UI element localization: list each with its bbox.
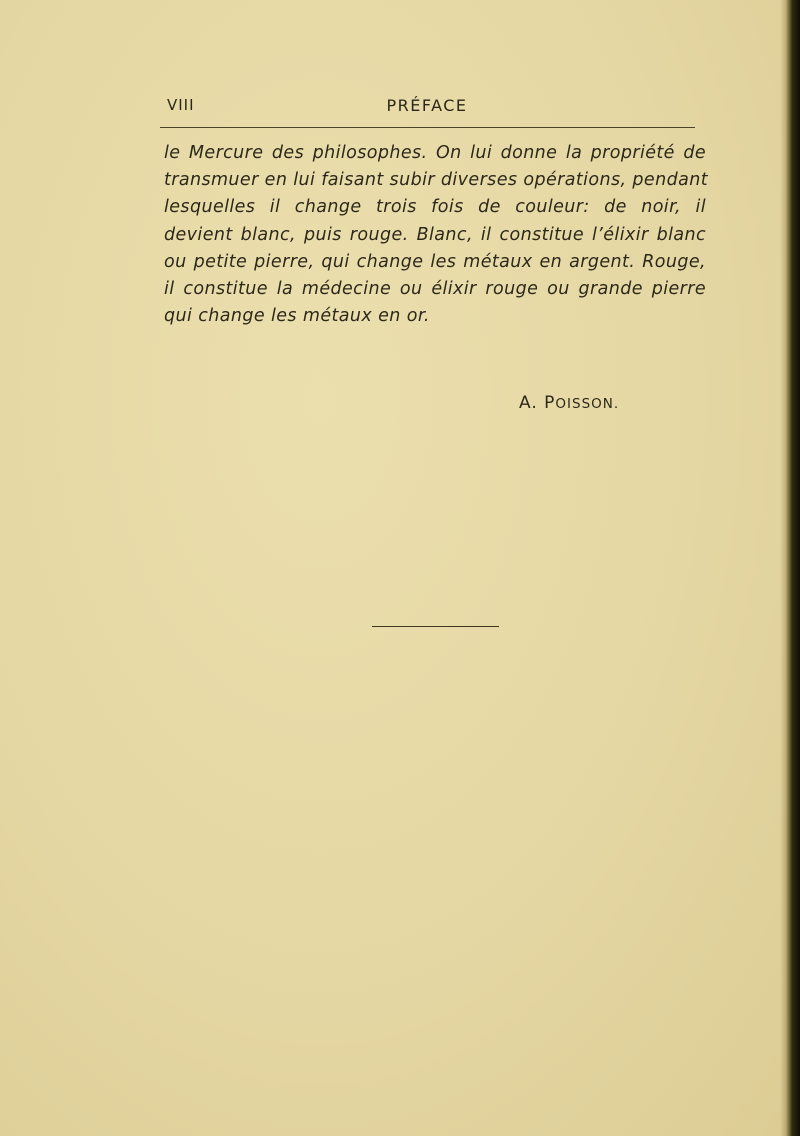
text-line: devient blanc, puis rouge. Blanc, il constitue l’élixir blanc bbox=[164, 224, 706, 245]
running-head bbox=[157, 96, 697, 118]
header-rule bbox=[160, 127, 695, 128]
author-signature bbox=[519, 393, 619, 413]
page-edge bbox=[786, 0, 800, 1136]
end-rule bbox=[372, 626, 499, 627]
page-number: VIII bbox=[167, 96, 195, 114]
text-line-last: qui change les métaux en or. bbox=[164, 306, 430, 327]
body-paragraph bbox=[164, 140, 706, 330]
text-line: il constitue la médecine ou élixir rouge ou grande pierre bbox=[164, 279, 706, 300]
text-line: le Mercure des philosophes. On lui donne la propriété de bbox=[164, 143, 706, 163]
running-title: PRÉFACE bbox=[386, 96, 468, 115]
signature-surname: OISSON. bbox=[555, 396, 620, 412]
text-line: transmuer en lui faisant subir diverses opérations, pendant bbox=[164, 170, 708, 191]
text-line: lesquelles il change trois fois de couleur: de noir, il bbox=[164, 197, 706, 218]
signature-initial: A. P bbox=[519, 393, 556, 413]
text-line: ou petite pierre, qui change les métaux en argent. Rouge, bbox=[164, 251, 706, 272]
